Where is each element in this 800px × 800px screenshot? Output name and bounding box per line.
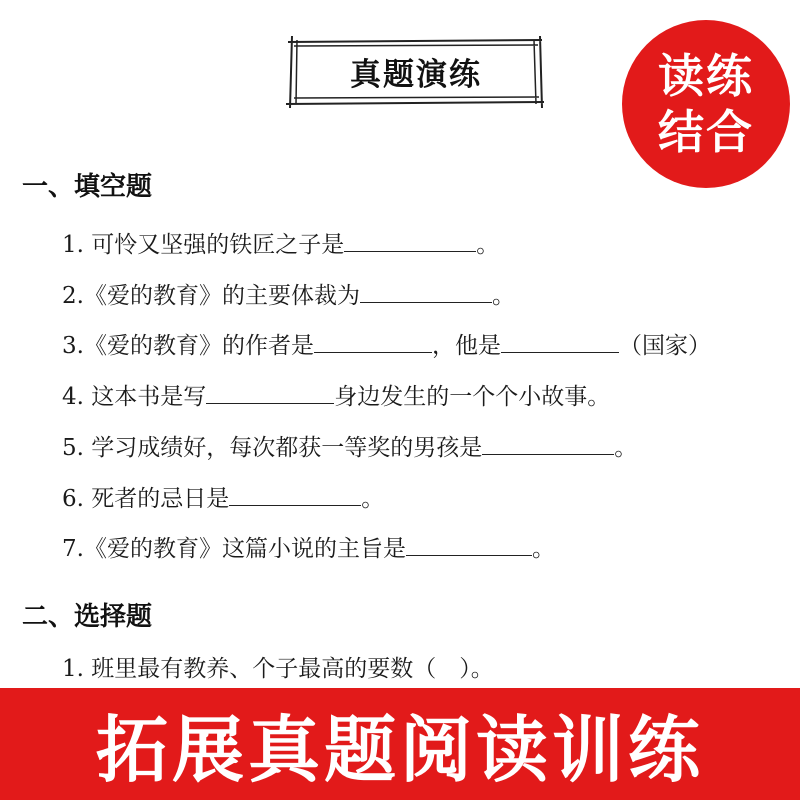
- question-text: 《爱的教育》的作者是: [83, 333, 314, 359]
- question-end: 。: [361, 486, 385, 512]
- question-number: 1.: [62, 232, 84, 258]
- answer-blank[interactable]: [482, 434, 614, 455]
- question-end: 。: [531, 536, 555, 562]
- question-number: 3.: [62, 333, 84, 359]
- question-item: [62, 226, 499, 259]
- question-item: [62, 650, 494, 683]
- question-text: 学习成绩好，每次都获一等奖的男孩是: [91, 435, 483, 461]
- answer-blank[interactable]: [229, 485, 361, 506]
- section-heading-multiple-choice: 二、选择题: [22, 602, 153, 632]
- question-number: 4.: [62, 384, 84, 410]
- question-item: [62, 277, 515, 310]
- page-title: 真题演练: [350, 56, 482, 93]
- question-text: 班里最有教养、个子最高的要数（ ）。: [91, 656, 494, 682]
- question-number: 1.: [62, 656, 84, 682]
- question-item: [62, 530, 555, 563]
- question-item: [62, 327, 711, 360]
- question-end: 。: [491, 283, 515, 309]
- footer-banner: 拓展真题阅读训练: [0, 688, 800, 800]
- question-text: 《爱的教育》这篇小说的主旨是: [83, 536, 406, 562]
- question-end: 身边发生的一个个小故事。: [334, 384, 611, 410]
- answer-blank[interactable]: [501, 332, 619, 353]
- badge-line-1: 读练: [658, 49, 754, 103]
- question-text: 《爱的教育》的主要体裁为: [83, 283, 360, 309]
- question-item: [62, 429, 637, 462]
- title-box: [292, 40, 540, 102]
- answer-blank[interactable]: [360, 282, 492, 303]
- question-item: [62, 378, 610, 411]
- question-end: 。: [476, 232, 500, 258]
- question-mid: ，他是: [431, 333, 501, 359]
- question-end: 。: [614, 435, 638, 461]
- badge-line-2: 结合: [658, 105, 754, 159]
- answer-blank[interactable]: [206, 383, 334, 404]
- section-heading-fill-in: 一、填空题: [22, 172, 153, 202]
- question-number: 2.: [62, 283, 84, 309]
- red-badge: [622, 20, 790, 188]
- question-number: 7.: [62, 536, 84, 562]
- answer-blank[interactable]: [344, 231, 476, 252]
- question-number: 5.: [62, 435, 84, 461]
- question-text: 死者的忌日是: [91, 486, 230, 512]
- question-number: 6.: [62, 486, 84, 512]
- question-text: 可怜又坚强的铁匠之子是: [91, 232, 345, 258]
- answer-blank[interactable]: [314, 332, 432, 353]
- question-item: [62, 480, 384, 513]
- question-text: 这本书是写: [91, 384, 207, 410]
- question-end: （国家）: [618, 333, 711, 359]
- answer-blank[interactable]: [406, 535, 532, 556]
